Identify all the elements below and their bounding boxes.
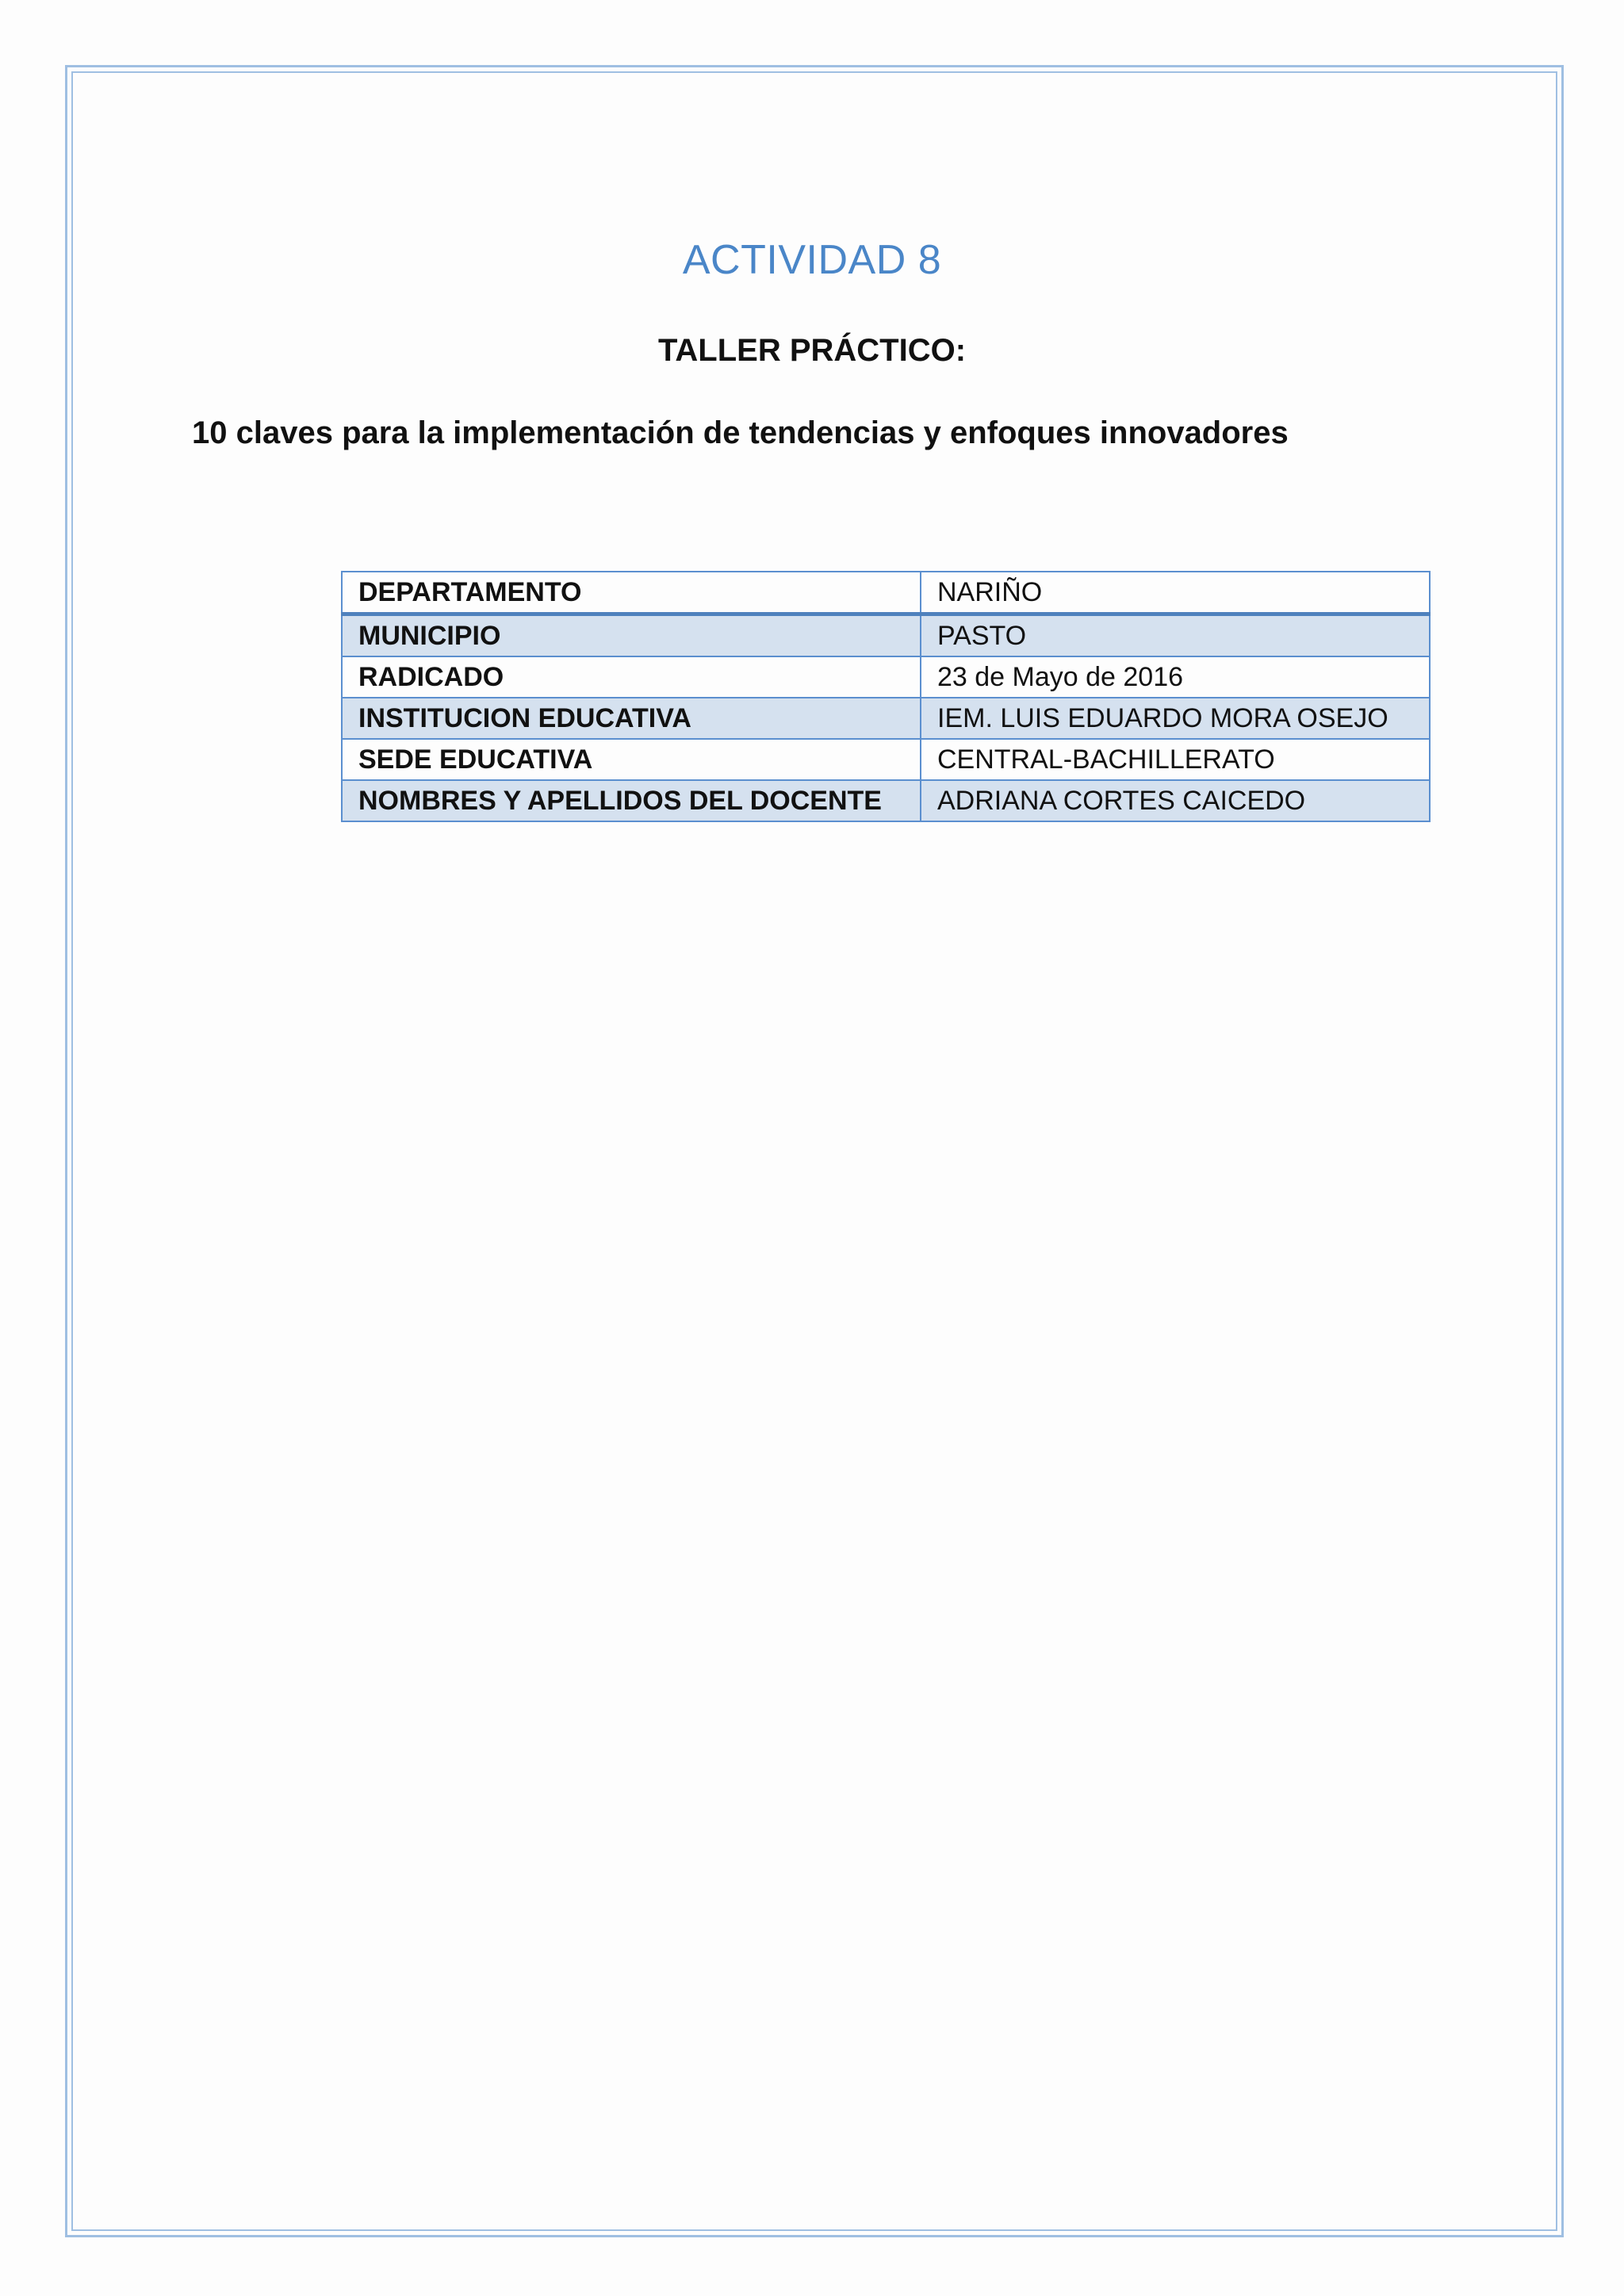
row-label-docente: NOMBRES Y APELLIDOS DEL DOCENTE <box>342 780 921 821</box>
table-row <box>342 614 1430 657</box>
row-label-departamento: DEPARTAMENTO <box>342 572 921 614</box>
document-subtitle: TALLER PRÁCTICO: <box>657 333 967 368</box>
row-label-municipio: MUNICIPIO <box>342 614 921 657</box>
row-value-sede: CENTRAL-BACHILLERATO <box>921 739 1430 780</box>
document-title: ACTIVIDAD 8 <box>682 237 942 283</box>
row-value-departamento: NARIÑO <box>921 572 1430 614</box>
page-border-inner <box>71 71 1557 2231</box>
row-value-docente: ADRIANA CORTES CAICEDO <box>921 780 1430 821</box>
row-value-municipio: PASTO <box>921 614 1430 657</box>
row-label-radicado: RADICADO <box>342 656 921 698</box>
document-topic: 10 claves para la implementación de tendencias y enfoques innovadores <box>192 415 1289 450</box>
table-row <box>342 739 1430 780</box>
row-label-institucion: INSTITUCION EDUCATIVA <box>342 698 921 739</box>
table-row <box>342 698 1430 739</box>
table-row <box>342 780 1430 821</box>
row-value-institucion: IEM. LUIS EDUARDO MORA OSEJO <box>921 698 1430 739</box>
table-row <box>342 656 1430 698</box>
table-row <box>342 572 1430 614</box>
row-value-radicado: 23 de Mayo de 2016 <box>921 656 1430 698</box>
info-table <box>341 571 1431 822</box>
row-label-sede: SEDE EDUCATIVA <box>342 739 921 780</box>
